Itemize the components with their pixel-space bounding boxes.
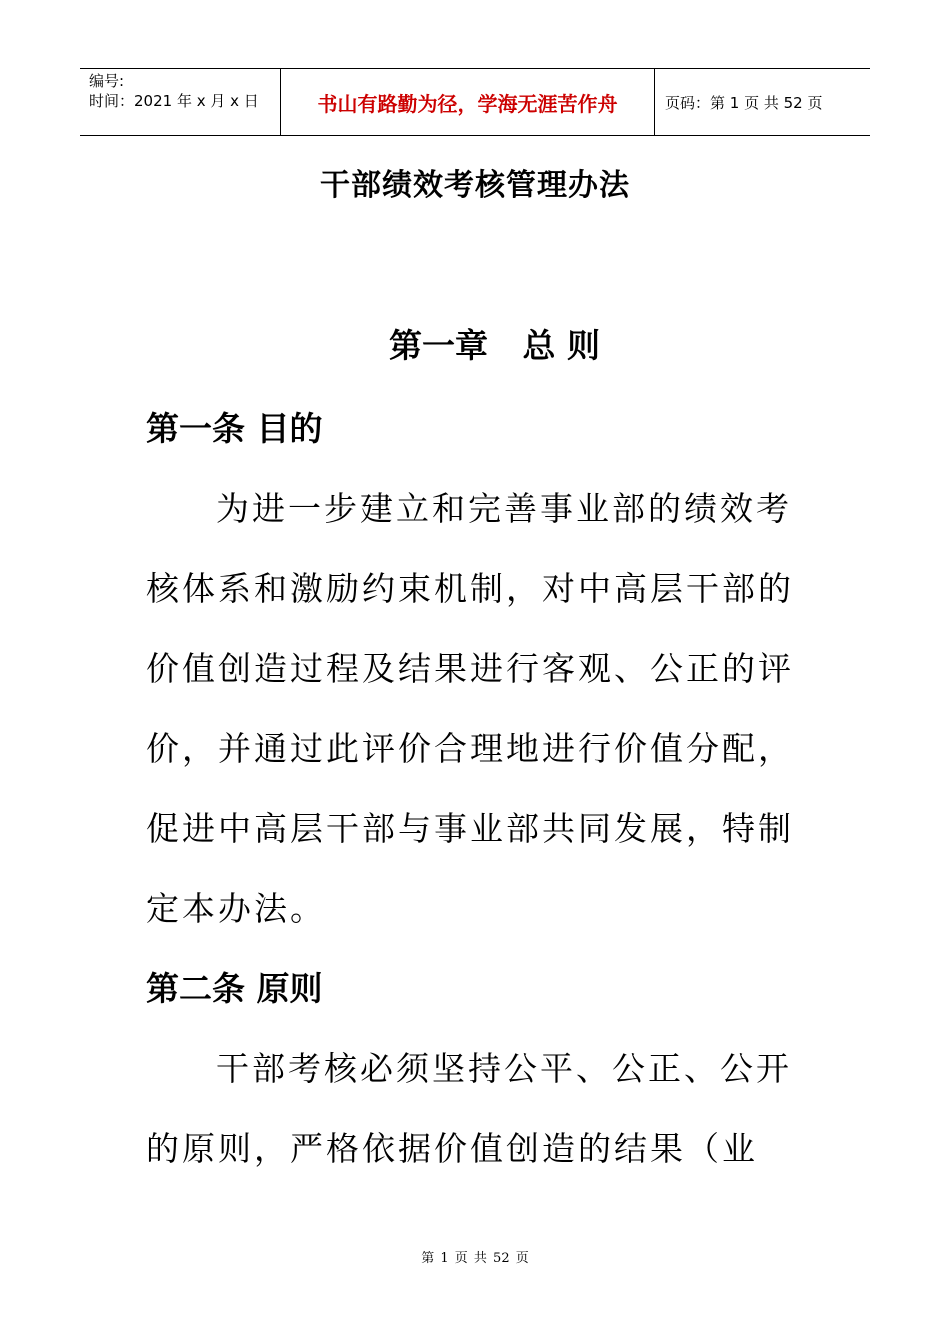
- article-2-line: 干部考核必须坚持公平、公正、公开: [216, 1049, 792, 1088]
- header-meta-cell: [80, 69, 281, 135]
- number-label: 编号:: [89, 72, 125, 90]
- page-info: 页码：第 1 页 共 52 页: [665, 93, 823, 112]
- article-1-line: 价值创造过程及结果进行客观、公正的评: [146, 649, 794, 688]
- article-1-line: 定本办法。: [146, 889, 326, 928]
- article-2-heading: 第二条 原则: [146, 969, 323, 1008]
- article-1-line: 促进中高层干部与事业部共同发展，特制: [146, 809, 794, 848]
- article-1-line: 为进一步建立和完善事业部的绩效考: [216, 489, 792, 528]
- article-2-line: 的原则，严格依据价值创造的结果（业: [146, 1129, 758, 1168]
- page-footer: 第 1 页 共 52 页: [421, 1251, 529, 1266]
- header-page-cell: [655, 69, 870, 135]
- article-1-line: 核体系和激励约束机制，对中高层干部的: [146, 569, 794, 608]
- time-label: 时间：2021 年 x 月 x 日: [89, 92, 259, 110]
- motto-text: 书山有路勤为径，学海无涯苦作舟: [317, 91, 618, 116]
- article-1-line: 价，并通过此评价合理地进行价值分配，: [146, 729, 794, 768]
- document-title: 干部绩效考核管理办法: [320, 168, 630, 203]
- article-1-heading: 第一条 目的: [146, 409, 323, 448]
- chapter-heading: 第一章 总 则: [389, 326, 600, 365]
- document-header: [80, 68, 870, 136]
- header-motto-cell: [281, 69, 655, 135]
